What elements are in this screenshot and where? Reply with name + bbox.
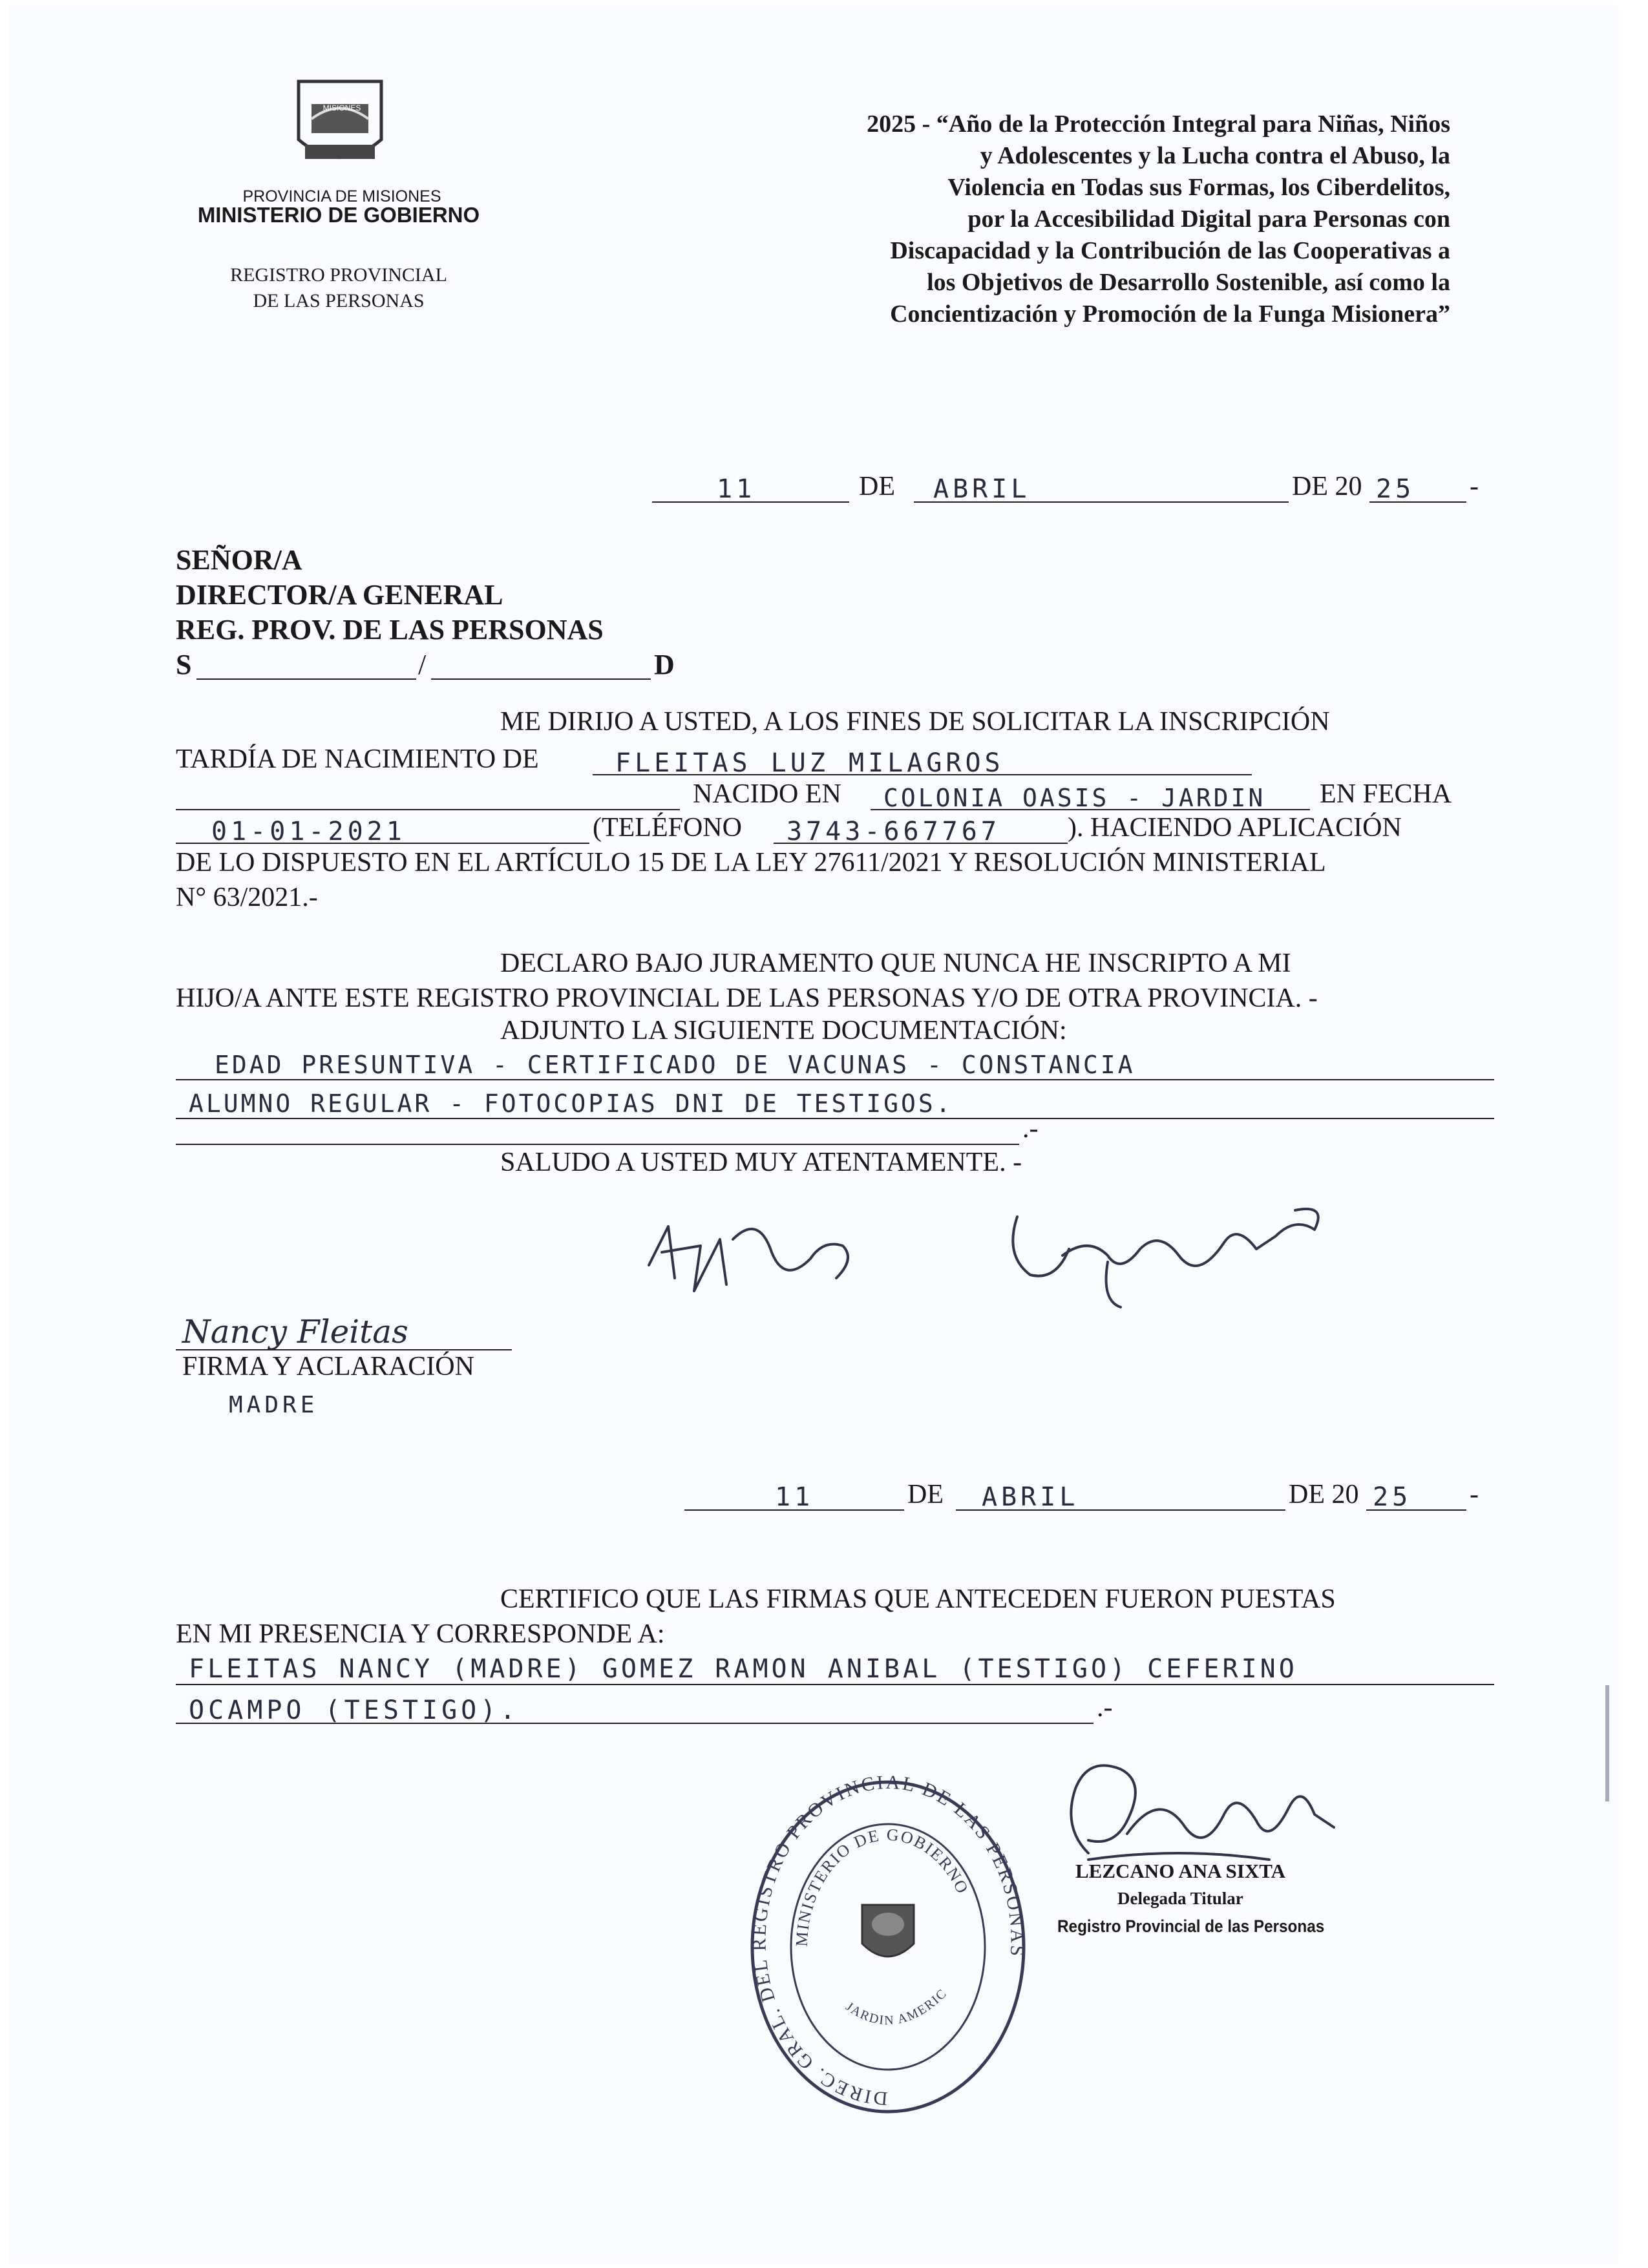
documents-line-3 bbox=[176, 1111, 1081, 1150]
province-name: PROVINCIA DE MISIONES bbox=[242, 187, 441, 205]
request-name-line bbox=[176, 742, 1455, 781]
witness-signature-2 bbox=[991, 1191, 1353, 1320]
resolution-reference: N° 63/2021.- bbox=[176, 883, 318, 912]
motto-line: Discapacidad y la Contribución de las Cooperativas a bbox=[890, 237, 1450, 264]
child-name-field: FLEITAS LUZ MILAGROS bbox=[615, 748, 1004, 778]
motto-line: Concientización y Promoción de la Funga Misionera” bbox=[890, 300, 1450, 328]
stamp-outer-text: DIREC. GRAL. DEL REGISTRO PROVINCIAL DE LAS PERSONAS bbox=[748, 1776, 1028, 2110]
date2-day: 11 bbox=[775, 1482, 814, 1512]
stamp-emblem-icon bbox=[862, 1905, 914, 1957]
witness-signature-1 bbox=[629, 1201, 901, 1310]
motto-line: Violencia en Todas sus Formas, los Ciberdelitos, bbox=[947, 174, 1450, 201]
official-office: Registro Provincial de las Personas bbox=[1057, 1916, 1325, 1936]
certification-line-2: EN MI PRESENCIA Y CORRESPONDE A: bbox=[176, 1619, 665, 1649]
certified-names-2: OCAMPO (TESTIGO). bbox=[189, 1696, 520, 1725]
request-intro: ME DIRIJO A USTED, A LOS FINES DE SOLICITAR LA INSCRIPCIÓN bbox=[500, 707, 1330, 737]
date2-de-label: DE bbox=[907, 1480, 944, 1509]
addressee-sd-line bbox=[176, 647, 757, 682]
date-month: ABRIL bbox=[933, 474, 1031, 504]
staple-mark bbox=[1605, 1685, 1609, 1801]
date-line-1 bbox=[646, 469, 1499, 508]
telefono-label: (TELÉFONO bbox=[593, 813, 742, 843]
addressee-s: S bbox=[176, 649, 192, 680]
signature-label: FIRMA Y ACLARACIÓN bbox=[182, 1352, 474, 1381]
stamp-inner-text: MINISTERIO DE GOBIERNO bbox=[792, 1825, 973, 1948]
addressee-d: D bbox=[654, 649, 675, 680]
official-title: Delegada Titular bbox=[1117, 1889, 1243, 1908]
ministry-name: MINISTERIO DE GOBIERNO bbox=[197, 203, 480, 227]
documents-end: .- bbox=[1022, 1114, 1039, 1144]
date2-year-label: DE 20 bbox=[1289, 1480, 1359, 1509]
date2-month: ABRIL bbox=[982, 1482, 1079, 1512]
motto-line: 2025 - “Año de la Protección Integral para Niñas, Niños bbox=[867, 110, 1450, 138]
province-coat-of-arms-icon bbox=[286, 68, 394, 177]
motto-line: y Adolescentes y la Lucha contra el Abuso, la bbox=[980, 142, 1450, 169]
mother-signature: Nancy Fleitas bbox=[182, 1313, 408, 1350]
stamp-city-text: JARDIN AMERIC bbox=[843, 1986, 950, 2028]
declaration-line-1: DECLARO BAJO JURAMENTO QUE NUNCA HE INSCRIPTO A MI bbox=[500, 949, 1291, 978]
certified-end: .- bbox=[1097, 1693, 1113, 1723]
registry-line-2: DE LAS PERSONAS bbox=[253, 290, 425, 311]
tardia-label: TARDÍA DE NACIMIENTO DE bbox=[176, 744, 539, 774]
official-name: LEZCANO ANA SIXTA bbox=[1075, 1860, 1286, 1882]
date-year: 25 bbox=[1376, 474, 1415, 504]
addressee-block bbox=[176, 543, 757, 682]
closing-greeting: SALUDO A USTED MUY ATENTAMENTE. - bbox=[500, 1148, 1022, 1177]
date-line-2 bbox=[678, 1477, 1499, 1516]
date2-dash: - bbox=[1470, 1480, 1479, 1509]
mother-signature-line bbox=[176, 1304, 525, 1356]
request-date-phone-line bbox=[176, 810, 1481, 849]
document-page bbox=[9, 5, 1618, 2263]
date-dash: - bbox=[1470, 472, 1479, 501]
registry-name bbox=[196, 262, 481, 314]
motto-line: los Objetivos de Desarrollo Sostenible, así como la bbox=[927, 269, 1450, 296]
addressee-slash: / bbox=[418, 649, 427, 680]
seal-text: PROVINCIA DE MISIONES bbox=[314, 94, 370, 112]
date-day: 11 bbox=[717, 474, 756, 504]
certification-line-1: CERTIFICO QUE LAS FIRMAS QUE ANTECEDEN FUERON PUESTAS bbox=[500, 1584, 1336, 1614]
nacido-en-label: NACIDO EN bbox=[693, 779, 841, 809]
documents-field-1: EDAD PRESUNTIVA - CERTIFICADO DE VACUNAS - CONSTANCIA bbox=[215, 1051, 1136, 1079]
addressee-line-2: DIRECTOR/A GENERAL bbox=[176, 579, 503, 611]
certified-names-line-2 bbox=[176, 1690, 1145, 1729]
request-birthplace-line bbox=[176, 777, 1481, 815]
haciendo-label: ). HACIENDO APLICACIÓN bbox=[1068, 813, 1402, 843]
year-motto bbox=[649, 109, 1450, 330]
date2-year: 25 bbox=[1373, 1482, 1412, 1512]
addressee-line-3: REG. PROV. DE LAS PERSONAS bbox=[176, 614, 604, 646]
en-fecha-label: EN FECHA bbox=[1320, 779, 1452, 809]
official-round-stamp bbox=[746, 1776, 1030, 2118]
date-year-label: DE 20 bbox=[1292, 472, 1362, 501]
addressee-line-1: SEÑOR/A bbox=[176, 544, 302, 576]
attach-label: ADJUNTO LA SIGUIENTE DOCUMENTACIÓN: bbox=[500, 1016, 1067, 1045]
documents-line-1 bbox=[176, 1047, 1494, 1086]
phone-field: 3743-667767 bbox=[787, 817, 1000, 846]
signer-role: MADRE bbox=[229, 1392, 319, 1418]
date-de-label: DE bbox=[859, 472, 895, 501]
certified-names-1: FLEITAS NANCY (MADRE) GOMEZ RAMON ANIBAL (TESTIGO) CEFERINO bbox=[189, 1654, 1298, 1684]
certified-names-line-1 bbox=[176, 1652, 1494, 1690]
registry-line-1: REGISTRO PROVINCIAL bbox=[230, 264, 447, 286]
birth-date-field: 01-01-2021 bbox=[211, 817, 406, 846]
birthplace-field: COLONIA OASIS - JARDIN bbox=[883, 784, 1266, 812]
law-reference: DE LO DISPUESTO EN EL ARTÍCULO 15 DE LA LEY 27611/2021 Y RESOLUCIÓN MINISTERIAL bbox=[176, 848, 1326, 877]
documents-field-2: ALUMNO REGULAR - FOTOCOPIAS DNI DE TESTIGOS. bbox=[189, 1089, 953, 1118]
motto-line: por la Accesibilidad Digital para Personas con bbox=[967, 205, 1450, 233]
declaration-line-2: HIJO/A ANTE ESTE REGISTRO PROVINCIAL DE LAS PERSONAS Y/O DE OTRA PROVINCIA. - bbox=[176, 983, 1318, 1013]
